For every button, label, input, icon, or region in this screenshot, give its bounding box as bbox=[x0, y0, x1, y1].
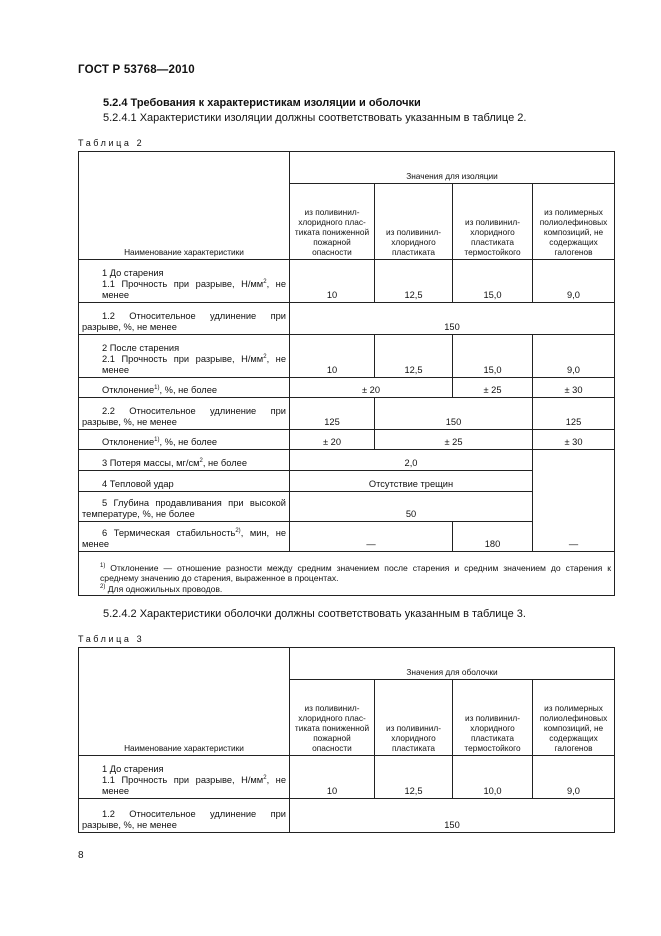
cell-value: ± 20 bbox=[290, 378, 453, 398]
cell-value: 12,5 bbox=[375, 260, 453, 303]
cell-value: 50 bbox=[290, 492, 533, 522]
cell-value: 9,0 bbox=[533, 335, 615, 378]
col-header-2: из поливинил- хлоридного пластиката bbox=[375, 680, 453, 756]
row-label: 1 До старения 1.1 Прочность при разрыве, $Н/мм^2$, не менее bbox=[79, 756, 290, 799]
cell-value: 150 bbox=[290, 303, 615, 335]
cell-value: 2,0 bbox=[290, 450, 533, 471]
table-row bbox=[79, 303, 615, 335]
col-header-1: из поливинил- хлоридного плас- тиката пониженной пожарной опасности bbox=[290, 184, 375, 260]
row-label: 4 Тепловой удар bbox=[79, 471, 290, 492]
page-number: 8 bbox=[78, 850, 84, 861]
row-label: 1 До старения 1.1 Прочность при разрыве, $Н/мм^2$, не менее bbox=[79, 260, 290, 303]
cell-value: 10 bbox=[290, 756, 375, 799]
cell-value: — bbox=[290, 522, 453, 552]
col-header-3: из поливинил- хлоридного пластиката термостойкого bbox=[453, 184, 533, 260]
row-label: 6 Термическая стабильность$^{2)}$, мин, не менее bbox=[79, 522, 290, 552]
cell-value: Отсутствие трещин bbox=[290, 471, 533, 492]
col-header-3: из поливинил- хлоридного пластиката термостойкого bbox=[453, 680, 533, 756]
col-header-4: из полимерных полиолефиновых композиций, не содержащих галогенов bbox=[533, 680, 615, 756]
table-row bbox=[79, 378, 615, 398]
cell-value: ± 20 bbox=[290, 430, 375, 450]
paragraph-5-2-4-1: 5.2.4.1 Характеристики изоляции должны соответствовать указанным в таблице 2. bbox=[103, 112, 527, 124]
table-row bbox=[79, 398, 615, 430]
cell-value: 150 bbox=[375, 398, 533, 430]
cell-value: ± 25 bbox=[375, 430, 533, 450]
paragraph-5-2-4-2: 5.2.4.2 Характеристики оболочки должны соответствовать указанным в таблице 3. bbox=[103, 608, 526, 620]
cell-value: 10 bbox=[290, 335, 375, 378]
table2-caption: Таблица 2 bbox=[78, 138, 145, 148]
table-row bbox=[79, 450, 615, 471]
cell-value: ± 30 bbox=[533, 378, 615, 398]
name-column-header: Наименование характеристики bbox=[79, 648, 290, 756]
table-row bbox=[79, 260, 615, 303]
table-row bbox=[79, 335, 615, 378]
cell-value: 9,0 bbox=[533, 260, 615, 303]
table-row bbox=[79, 756, 615, 799]
row-label: 1.2 Относительное удлинение при разрыве, %, не менее bbox=[79, 303, 290, 335]
cell-value: 180 bbox=[453, 522, 533, 552]
cell-value: 150 bbox=[290, 799, 615, 833]
row-label: 2.2 Относительное удлинение при разрыве, %, не менее bbox=[79, 398, 290, 430]
cell-value: 9,0 bbox=[533, 756, 615, 799]
cell-value: 10 bbox=[290, 260, 375, 303]
table-3 bbox=[78, 647, 615, 833]
table3-caption: Таблица 3 bbox=[78, 634, 145, 644]
footnotes: $^{1)}$ Отклонение — отношение разности между средним значением после старения и средним значением до старения к среднему значению до старения, выраженное в процентах. $^{2)}$ Для одножильных проводов. bbox=[79, 552, 615, 596]
group-header: Значения для оболочки bbox=[290, 648, 615, 680]
cell-value: 10,0 bbox=[453, 756, 533, 799]
group-header: Значения для изоляции bbox=[290, 152, 615, 184]
col-header-1: из поливинил- хлоридного плас- тиката пониженной пожарной опасности bbox=[290, 680, 375, 756]
col-header-2: из поливинил- хлоридного пластиката bbox=[375, 184, 453, 260]
cell-value: ± 25 bbox=[453, 378, 533, 398]
row-label: 2 После старения 2.1 Прочность при разрыве, $Н/мм^2$, не менее bbox=[79, 335, 290, 378]
table-2 bbox=[78, 151, 615, 596]
cell-value: 12,5 bbox=[375, 756, 453, 799]
row-label: Отклонение$^{1)}$, %, не более bbox=[79, 378, 290, 398]
document-header: ГОСТ Р 53768—2010 bbox=[78, 64, 195, 76]
cell-value: 15,0 bbox=[453, 260, 533, 303]
section-title: 5.2.4 Требования к характеристикам изоляции и оболочки bbox=[103, 97, 421, 109]
name-column-header: Наименование характеристики bbox=[79, 152, 290, 260]
col-header-4: из полимерных полиолефиновых композиций, не содержащих галогенов bbox=[533, 184, 615, 260]
cell-value: 125 bbox=[290, 398, 375, 430]
table-row bbox=[79, 799, 615, 833]
table-row bbox=[79, 430, 615, 450]
row-label: 1.2 Относительное удлинение при разрыве, %, не менее bbox=[79, 799, 290, 833]
row-label: 3 Потеря массы, $мг/см^2$, не более bbox=[79, 450, 290, 471]
cell-value: 125 bbox=[533, 398, 615, 430]
footnotes-row bbox=[79, 552, 615, 596]
cell-value-dash: — bbox=[533, 450, 615, 552]
row-label: 5 Глубина продавливания при высокой температуре, %, не более bbox=[79, 492, 290, 522]
cell-value: 12,5 bbox=[375, 335, 453, 378]
cell-value: ± 30 bbox=[533, 430, 615, 450]
row-label: Отклонение$^{1)}$, %, не более bbox=[79, 430, 290, 450]
cell-value: 15,0 bbox=[453, 335, 533, 378]
